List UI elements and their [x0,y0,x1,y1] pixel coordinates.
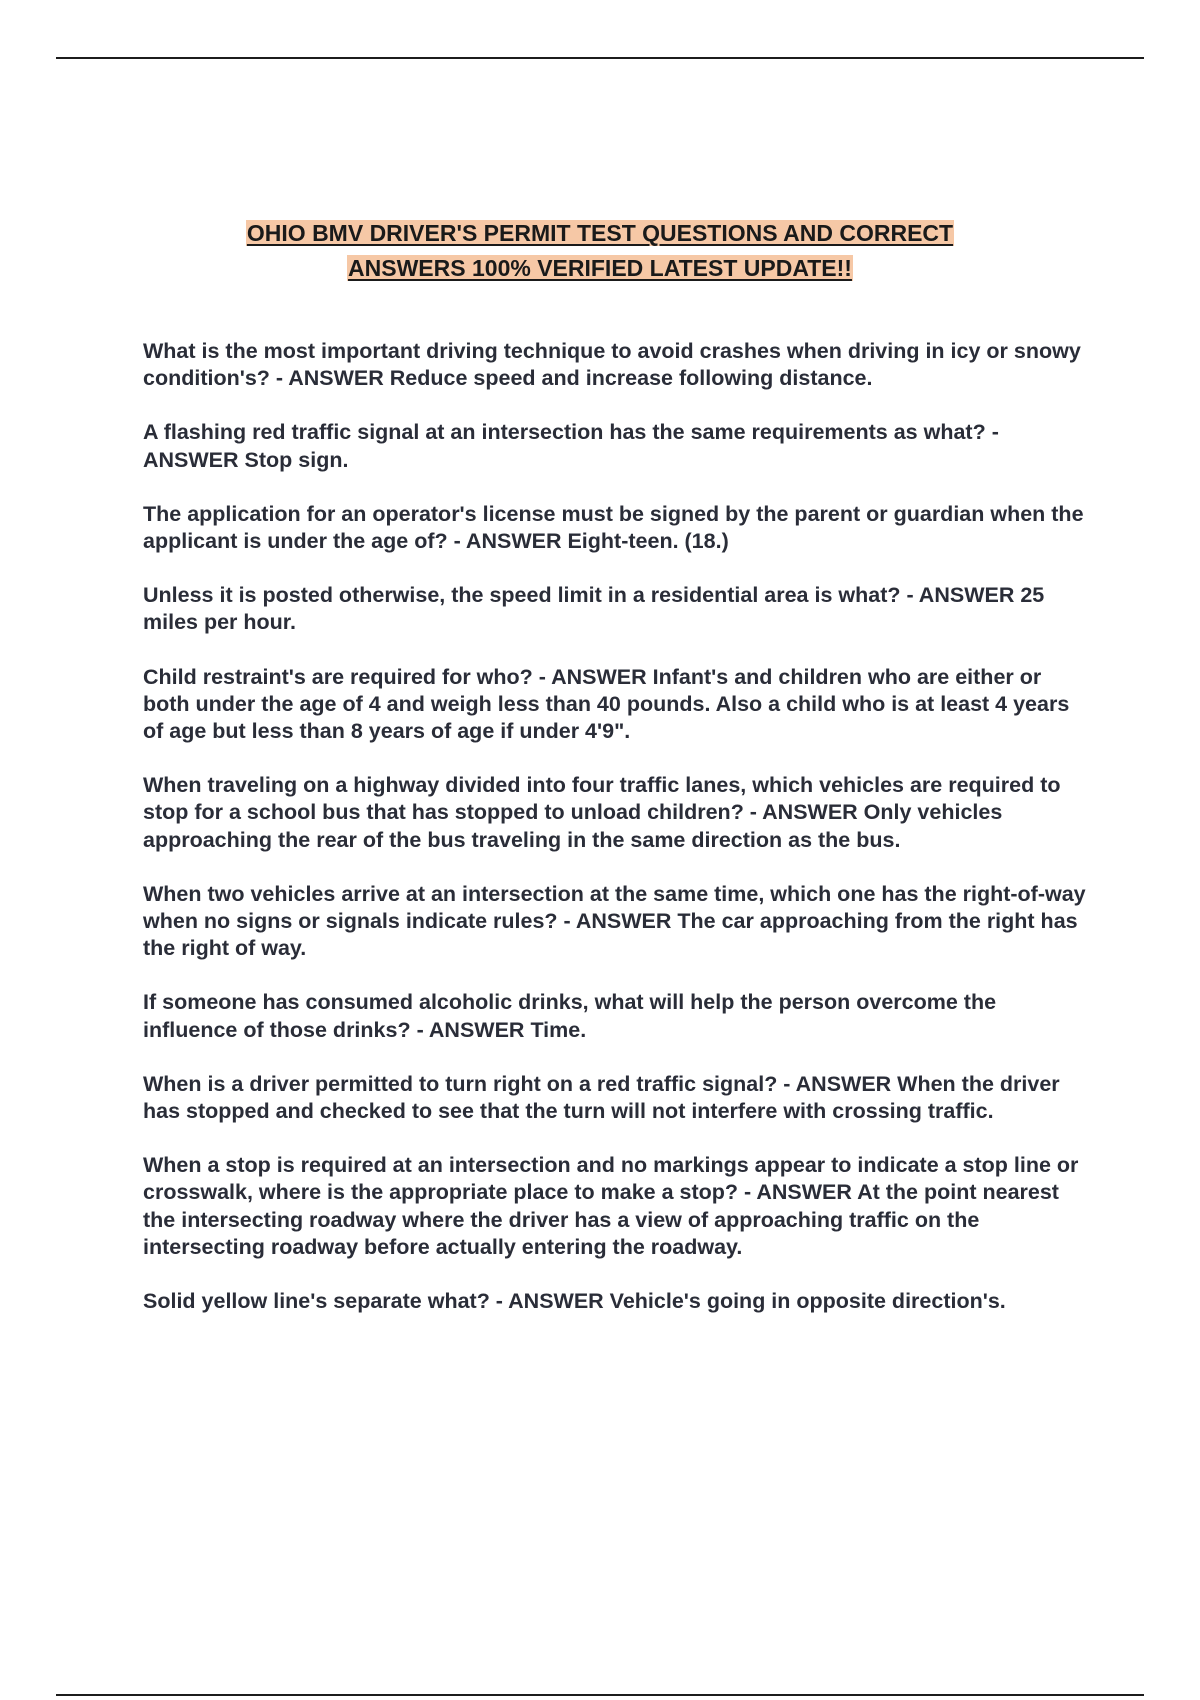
question: When two vehicles arrive at an intersection at the same time, which one has the right-of-way when no signs or signals indicate rules? [143,881,1086,934]
answer-marker: - ANSWER [557,909,678,934]
qa-item-9 [143,1071,1088,1125]
qa-item-1 [143,338,1088,392]
answer: At the point nearest the intersecting roadway where the driver has a view of approaching traffic on the intersecting roadway before actually entering the roadway. [143,1180,1059,1259]
qa-item-6 [143,772,1088,854]
question: Solid yellow line's separate what? [143,1289,490,1314]
question: Unless it is posted otherwise, the speed limit in a residential area is what? [143,583,901,608]
answer: Infant's and children who are either or both under the age of 4 and weigh less than 40 pounds. Also a child who is at least 4 years of age but less than 8 years of age if under 4'9". [143,664,1070,744]
answer-marker: - ANSWER [143,420,999,472]
bottom-rule [56,1694,1144,1696]
question: If someone has consumed alcoholic drinks, what will help the person overcome the influence of those drinks? [143,990,997,1042]
question: When a stop is required at an intersection and no markings appear to indicate a stop line or crosswalk, where is the appropriate place to make a stop? [143,1153,1079,1205]
answer: Time. [530,1017,587,1042]
question: When traveling on a highway divided into four traffic lanes, which vehicles are required to stop for a school bus that has stopped to unload children? [143,773,1061,825]
answer-marker: - ANSWER [269,366,390,391]
qa-item-10 [143,1152,1088,1261]
answer-marker: - ANSWER [900,583,1021,608]
answer-marker: - ANSWER [410,1017,531,1042]
answer-marker: - ANSWER [738,1180,858,1205]
answer-marker: - ANSWER [777,1071,898,1096]
question: A flashing red traffic signal at an intersection has the same requirements as what? [143,420,986,445]
answer-marker: - ANSWER [489,1289,610,1314]
title-line-2: ANSWERS 100% VERIFIED LATEST UPDATE!! [348,255,852,281]
answer: 25 miles per hour. [143,583,1045,635]
qa-item-4 [143,582,1088,636]
question: Child restraint's are required for who? [143,664,533,689]
document-title [150,216,1050,286]
qa-list [143,338,1088,1342]
answer-marker: - ANSWER [532,664,653,689]
answer-marker: - ANSWER [447,529,568,554]
top-rule [56,57,1144,59]
answer: Eight-teen. (18.) [567,529,729,554]
answer: When the driver has stopped and checked to see that the turn will not interfere with crossing traffic. [143,1071,1060,1124]
title-line-1: OHIO BMV DRIVER'S PERMIT TEST QUESTIONS AND CORRECT [246,220,954,246]
answer: Reduce speed and increase following distance. [389,366,873,391]
answer: Stop sign. [244,447,349,472]
qa-item-11 [143,1288,1088,1315]
qa-item-7 [143,881,1088,963]
answer-marker: - ANSWER [743,800,864,825]
qa-item-8 [143,989,1088,1043]
question: The application for an operator's license must be signed by the parent or guardian when the applicant is under the age of? [143,501,1084,554]
question: What is the most important driving technique to avoid crashes when driving in icy or snowy condition's? [143,339,1081,391]
answer: Only vehicles approaching the rear of the bus traveling in the same direction as the bus. [143,800,1003,852]
qa-item-5 [143,664,1088,746]
qa-item-3 [143,501,1088,555]
question: When is a driver permitted to turn right on a red traffic signal? [143,1071,778,1096]
answer: Vehicle's going in opposite direction's. [609,1289,1006,1314]
qa-item-2 [143,419,1088,473]
answer: The car approaching from the right has the right of way. [143,909,1078,961]
